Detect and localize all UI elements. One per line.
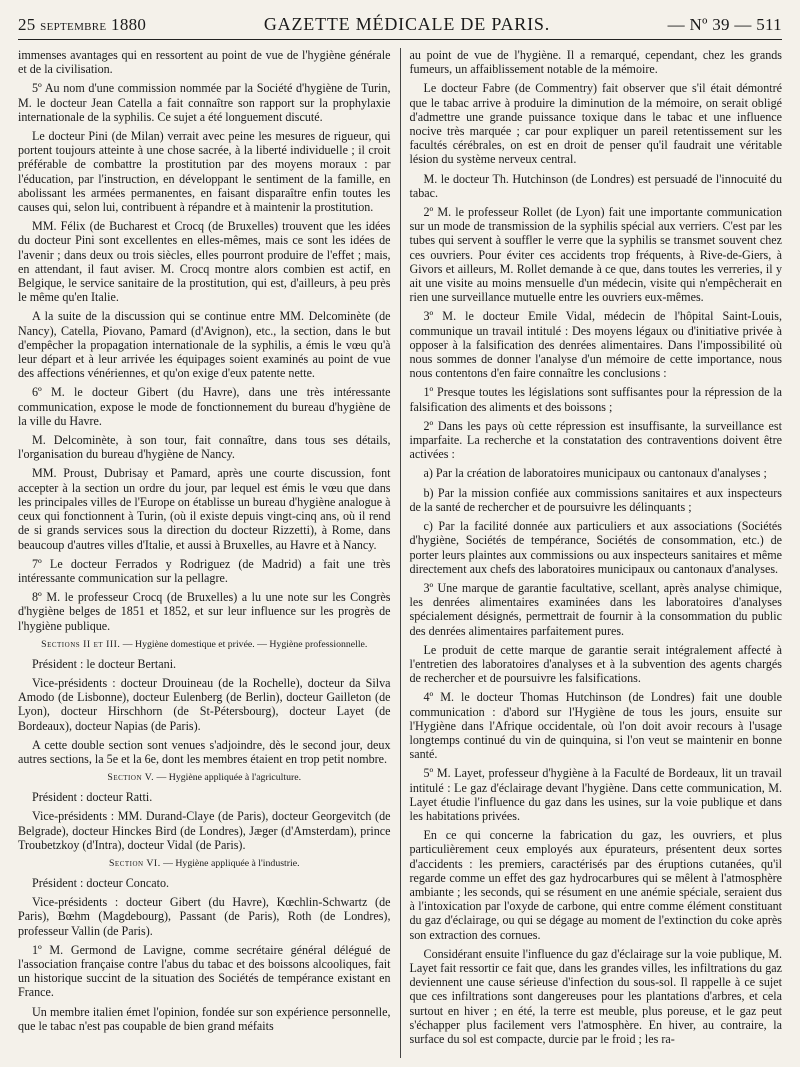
paragraph: 3º M. le docteur Emile Vidal, médecin de l'hôpital Saint-Louis, communique un travail intitulé : Des moyens légaux ou d'initiative privée à opposer à la falsification des denrées alimentaires. Dans l'impossibilité où nous sommes de donner l'analyse d'un mémoire de cette importance, nous nous contentons d'en faire connaître les conclusions : — [409, 309, 782, 381]
paragraph: a) Par la création de laboratoires municipaux ou cantonaux d'analyses ; — [423, 466, 767, 481]
paragraph: M. le docteur Th. Hutchinson (de Londres) est persuadé de l'innocuité du tabac. — [409, 171, 782, 200]
text-columns — [18, 48, 782, 1058]
paragraph: 6º M. le docteur Gibert (du Havre), dans une très intéressante communication, expose le mode de fonctionnement du bureau d'hygiène de la ville du Havre. — [18, 385, 391, 428]
issue-page-number: — Nº 39 — 511 — [667, 15, 782, 34]
page-header — [18, 14, 782, 40]
section-heading: Section VI. — Hygiène appliquée à l'industrie. — [108, 857, 300, 869]
paragraph: 1º M. Germond de Lavigne, comme secrétaire général délégué de l'association française contre l'abus du tabac et des boissons alcooliques, fait un historique succint de la situation des Sociétés de tempérance existant en France. — [18, 942, 391, 1000]
paragraph: c) Par la facilité donnée aux particuliers et aux associations (Sociétés d'hygiène, Sociétés de tempérance, Sociétés de consommation, etc.) de porter leurs plaintes aux commissions ou aux inspecteurs sanitaires et même directement aux chefs des laboratoires municipaux ou cantonaux d'analyses. — [409, 519, 782, 576]
paragraph: immenses avantages qui en ressortent au point de vue de l'hygiène générale et de la civilisation. — [18, 48, 391, 77]
paragraph: MM. Proust, Dubrisay et Pamard, après une courte discussion, font accepter à la section un ordre du jour, par lequel est émis le vœu que dans les principales villes de l'Europe on établisse un bureau d'hygiène analogue à ceux qui fonctionnent à Turin, (où il existe depuis vingt-cinq ans, où il rend de si grands services sous la direction du docteur Rizzetti), à Rome, dans beaucoup d'autres villes d'Italie, et aussi à Bruxelles, au Havre et à Nancy. — [18, 466, 391, 552]
paragraph: En ce qui concerne la fabrication du gaz, les ouvriers, et plus particulièrement ceux employés aux épurateurs, présentent deux sortes d'accidents : les premiers, caractérisés par des éruptions cutanées, qu'il regarde comme un effet des gaz hydrocarbures qui se mêlent à l'atmosphère ambiante ; les seconds, qui se résument en une anémie spéciale, seraient dus à l'intoxication par l'oxyde de carbone, qui entre comme élément constituant du gaz d'éclairage, ou qui se dégage au moment de l'extinction du coke après son extraction des cornues. — [409, 828, 782, 942]
paragraph: Le docteur Pini (de Milan) verrait avec peine les mesures de rigueur, qui portent toujours atteinte à une chose sacrée, à la liberté individuelle ; il croit préférable de combattre la prostitution par des moyens moraux : par l'éducation, par l'instruction, en développant le sentiment de la famille, en abolissant les armées permanentes, en faisant disparaître enfin toutes les causes qui, selon lui, contribuent à répandre et à maintenir la prostitution. — [18, 129, 391, 215]
paragraph: au point de vue de l'hygiène. Il a remarqué, cependant, chez les grands fumeurs, un affaiblissement notable de la mémoire. — [409, 48, 782, 77]
right-column — [401, 48, 783, 1058]
paragraph: 4º M. le docteur Thomas Hutchinson (de Londres) fait une double communication : d'abord sur l'Hygiène de tous les jours, ensuite sur l'Hygiène dans l'Afrique occidentale, où l'on doit avoir recours à l'usage longtemps continué du vin de quinquina, si l'on veut se maintenir en bonne santé. — [409, 690, 782, 762]
paragraph: Vice-présidents : MM. Durand-Claye (de Paris), docteur Georgevitch (de Belgrade), docteur Hinckes Bird (de Londres), Jæger (d'Amsterdam), prince Troubetzkoy (d'Intra), docteur Vidal (de Paris). — [18, 809, 391, 852]
paragraph: 7º Le docteur Ferrados y Rodriguez (de Madrid) a fait une très intéressante communication sur la pellagre. — [18, 556, 391, 585]
paragraph: Considérant ensuite l'influence du gaz d'éclairage sur la voie publique, M. Layet fait ressortir ce fait que, dans les grandes villes, les infiltrations du gaz deviennent une cause sérieuse d'infection du sous-sol. Il rappelle à ce sujet que ces infiltrations sont dangereuses pour les plantations d'arbres, et cela surtout en hiver ; en été, la terre est meuble, plus poreuse, et le gaz peut s'échapper plus facilement vers l'atmosphère. En hiver, au contraire, la surface du sol est compacte, durcie par le froid ; les ra- — [409, 946, 782, 1046]
paragraph: 5º Au nom d'une commission nommée par la Société d'hygiène de Turin, M. le docteur Jean Catella a fait connaître son rapport sur la prophylaxie internationale de la syphilis. Ce sujet a été longuement discuté. — [18, 81, 391, 124]
paragraph: 2º Dans les pays où cette répression est insuffisante, la surveillance est imparfaite. La recherche et la constatation des contraventions doivent être activées : — [409, 418, 782, 462]
paragraph: Président : docteur Ratti. — [32, 790, 153, 805]
paragraph: Président : le docteur Bertani. — [32, 656, 177, 671]
paragraph: M. Delcominète, à son tour, fait connaître, dans tous ses détails, l'organisation du bureau d'hygiène de Nancy. — [18, 433, 391, 462]
paragraph: 1º Presque toutes les législations sont suffisantes pour la répression de la falsification des aliments et des boissons ; — [409, 385, 782, 414]
paragraph: 3º Une marque de garantie facultative, scellant, après analyse chimique, les denrées alimentaires examinées dans les laboratoires d'analyses spécialement désignés, permettrait de fournir à la consommation du public des denrées alimentaires parfaitement pures. — [409, 580, 782, 638]
paragraph: Le produit de cette marque de garantie serait intégralement affecté à l'entretien des laboratoires d'analyses et à la subvention des agents chargés de rechercher et de poursuivre les falsifications. — [409, 642, 782, 686]
paragraph: A la suite de la discussion qui se continue entre MM. Delcominète (de Nancy), Catella, Piovano, Pamard (d'Avignon), etc., la section, dans le but d'empêcher la propagation internationale de la syphilis, a émis le vœu qu'à leur départ et à leur arrivée les équipages soient examinés au point de vue des affections vénériennes, et qu'on exige d'eux patente nette. — [18, 309, 391, 381]
paragraph: Président : docteur Concato. — [32, 875, 170, 890]
paragraph: 2º M. le professeur Rollet (de Lyon) fait une importante communication sur un mode de transmission de la syphilis spécial aux verriers. C'est par les tubes qui servent à souffler le verre que la syphilis se transmet souvent chez ces ouvriers. Pour éviter ces accidents trop fréquents, à Rive-de-Giers, à Givors et ailleurs, M. Rollet demande à ce que, dans toutes les verreries, il y ait une visite au moins mensuelle d'un médecin, visite qui n'empêcherait en rien une surveillance mutuelle entre les ouvriers eux-mêmes. — [409, 205, 782, 305]
paragraph: Vice-présidents : docteur Drouineau (de la Rochelle), docteur da Silva Amodo (de Lisbonne), docteur Eulenberg (de Berlin), docteur Gailleton (de Lyon), docteur Hirschhorn (de St-Pétersbourg), docteur Layet (de Bordeaux), docteur Napias (de Paris). — [18, 675, 391, 733]
paragraph: Vice-présidents : docteur Gibert (du Havre), Kœchlin-Schwartz (de Paris), Bœhm (Magdebourg), Passant (de Paris), Roth (de Londres), professeur Vallin (de Paris). — [18, 895, 391, 938]
left-column — [18, 48, 401, 1058]
paragraph: Le docteur Fabre (de Commentry) fait observer que s'il était démontré que le tabac arrive à produire la diminution de la mémoire, on serait obligé d'admettre une grande puissance toxique dans le tabac et une influence nocive très marquée ; car pour expliquer un pareil retentissement sur les facultés cérébrales, on est en droit de penser qu'il faudrait une véritable lésion du système nerveux central. — [409, 81, 782, 167]
paragraph: A cette double section sont venues s'adjoindre, dès le second jour, deux autres sections, la 5e et la 6e, dont les membres étaient en trop petit nombre. — [18, 737, 391, 766]
section-heading: Sections II et III. — Hygiène domestique et privée. — Hygiène professionnelle. — [41, 638, 368, 650]
section-heading: Section V. — Hygiène appliquée à l'agriculture. — [107, 772, 302, 784]
paragraph: MM. Félix (de Bucharest et Crocq (de Bruxelles) trouvent que les idées du docteur Pini sont excellentes en elles-mêmes, mais ce sont les idées de l'avenir ; dans deux ou trois siècles, elles pourront produire de l'effet ; mais, en attendant, il faut aviser. M. Crocq montre alors combien est actif, en Belgique, le service sanitaire de la prostitution, qui est, d'ailleurs, à peu près le même qu'en Italie. — [18, 219, 391, 305]
header-date: 25 septembre 1880 — [18, 15, 147, 34]
paragraph: Un membre italien émet l'opinion, fondée sur son expérience personnelle, que le tabac n'est pas coupable de bien grand méfaits — [18, 1004, 391, 1033]
paragraph: b) Par la mission confiée aux commissions sanitaires et aux inspecteurs de la santé de rechercher et de poursuivre les délinquants ; — [409, 485, 782, 514]
journal-title: GAZETTE MÉDICALE DE PARIS. — [263, 14, 550, 34]
paragraph: 8º M. le professeur Crocq (de Bruxelles) a lu une note sur les Congrès d'hygiène belges de 1851 et 1852, et sur leur influence sur les progrès de l'hygiène publique. — [18, 590, 391, 633]
paragraph: 5º M. Layet, professeur d'hygiène à la Faculté de Bordeaux, lit un travail intitulé : Le gaz d'éclairage devant l'hygiène. Dans cette communication, M. Layet étudie l'influence du gaz dans les usines, sur la voie publique et dans les habitations privées. — [409, 766, 782, 823]
